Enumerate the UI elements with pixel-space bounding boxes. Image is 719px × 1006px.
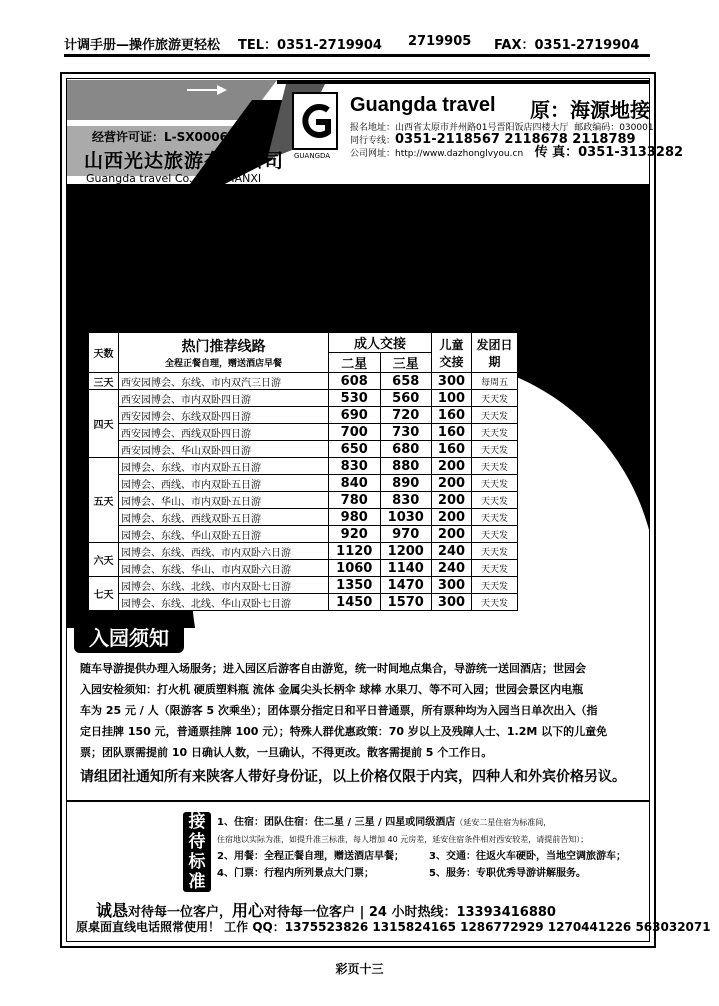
cell-two-star: 980 — [329, 509, 381, 526]
table-row — [89, 390, 518, 407]
license-number: 经营许可证：L-SX00061 — [92, 130, 237, 144]
notice-line: 随车导游提供办理入场服务；进入园区后游客自由游览，统一时间地点集合，导游统一送回酒店；世园会 — [80, 662, 586, 675]
table-row — [89, 475, 518, 492]
fax: FAX：0351-2719904 — [494, 38, 640, 53]
reception-r1-detail: 住宿地以实际为准，如提升准三标准，每人增加 40 元房差，延安住宿条件相对西安较差，请提前告知）； — [217, 835, 589, 844]
cell-depart: 天天发 — [472, 475, 518, 492]
slogan: 计调手册—操作旅游更轻松 — [64, 38, 221, 53]
cell-depart: 天天发 — [472, 577, 518, 594]
cell-route: 西安园博会、华山双卧四日游 — [119, 441, 329, 458]
cell-route: 园博会、东线、北线、华山双卧七日游 — [119, 594, 329, 611]
company-name-cn: 山西光达旅游有限公司 — [84, 150, 285, 172]
table-row — [89, 458, 518, 475]
desk-qq-line: 原桌面直线电话照常使用！ 工作 QQ：1375523826 1315824165 1286772929 1270441226 563032071 — [76, 920, 711, 934]
reception-r5: 5、服务：专职优秀导游讲解服务。 — [429, 868, 586, 879]
th-three-star: 三星 — [380, 353, 432, 373]
cell-two-star: 700 — [329, 424, 381, 441]
cell-child: 100 — [432, 390, 472, 407]
cell-three-star: 890 — [380, 475, 432, 492]
guangda-logo-icon — [292, 92, 338, 150]
tel2: 2719905 — [408, 34, 472, 49]
reception-r4: 4、门票：行程内所列景点大门票； — [217, 868, 374, 879]
notice-line: 票；团队票需提前 10 日确认人数，一旦确认，不得更改。散客需提前 5 个工作日。 — [80, 746, 493, 759]
cell-depart: 天天发 — [472, 543, 518, 560]
tel: TEL：0351-2719904 — [238, 38, 382, 53]
cell-route: 西安园博会、东线双卧四日游 — [119, 407, 329, 424]
cell-route: 园博会、东线、华山双卧五日游 — [119, 526, 329, 543]
cell-days: 六天 — [89, 543, 119, 577]
cell-child: 200 — [432, 526, 472, 543]
table-row — [89, 424, 518, 441]
th-route-sub: 全程正餐自理，赠送酒店早餐 — [164, 359, 282, 369]
table-row — [89, 407, 518, 424]
table-row — [89, 543, 518, 560]
cell-three-star: 658 — [380, 373, 432, 390]
cell-two-star: 530 — [329, 390, 381, 407]
cell-child: 240 — [432, 543, 472, 560]
cell-two-star: 608 — [329, 373, 381, 390]
cell-depart: 天天发 — [472, 492, 518, 509]
cell-two-star: 690 — [329, 407, 381, 424]
cell-three-star: 1030 — [380, 509, 432, 526]
table-row — [89, 594, 518, 611]
cell-two-star: 780 — [329, 492, 381, 509]
cell-two-star: 1120 — [329, 543, 381, 560]
cell-route: 园博会、华山、市内双卧五日游 — [119, 492, 329, 509]
company-fax: 传 真：0351-3133282 — [534, 145, 684, 160]
reception-label: 接待标准 — [183, 812, 211, 892]
notice-emphasis: 请组团社通知所有来陕客人带好身份证，以上价格仅限于内宾，四种人和外宾价格另议。 — [80, 769, 626, 785]
cell-days: 五天 — [89, 458, 119, 543]
cell-route: 园博会、西线、市内双卧五日游 — [119, 475, 329, 492]
cell-two-star: 830 — [329, 458, 381, 475]
cell-route: 西安园博会、市内双卧四日游 — [119, 390, 329, 407]
cell-depart: 天天发 — [472, 407, 518, 424]
cell-route: 西安园博会、东线、市内双汽三日游 — [119, 373, 329, 390]
cell-depart: 天天发 — [472, 424, 518, 441]
cell-three-star: 560 — [380, 390, 432, 407]
reception-r1: 1、住宿：团队住宿：住二星 / 三星 / 四星或同级酒店 — [217, 817, 456, 828]
brand-name-cn: 原：海源地接 — [530, 98, 650, 122]
phone-label: 同行专线： — [350, 136, 396, 146]
th-depart: 发团日期 — [472, 333, 518, 373]
cheng-word: 诚恳 — [96, 901, 129, 920]
cell-depart: 天天发 — [472, 458, 518, 475]
cell-three-star: 880 — [380, 458, 432, 475]
th-days: 天数 — [89, 333, 119, 373]
table-row — [89, 373, 518, 390]
top-bar — [64, 34, 650, 54]
cell-child: 160 — [432, 407, 472, 424]
page-footer: 彩页十三 — [335, 962, 384, 976]
cell-child: 300 — [432, 577, 472, 594]
reception-r1-note: （延安二星住宿为标准间， — [455, 818, 552, 827]
top-rule — [64, 54, 650, 57]
cell-child: 160 — [432, 424, 472, 441]
table-row — [89, 560, 518, 577]
company-contact-block — [350, 122, 683, 160]
cell-child: 300 — [432, 594, 472, 611]
website: 公司网址：http://www.dazhonglvyou.cn — [350, 149, 524, 159]
reception-standards — [217, 814, 647, 882]
cell-three-star: 720 — [380, 407, 432, 424]
cell-three-star: 730 — [380, 424, 432, 441]
cell-two-star: 1060 — [329, 560, 381, 577]
cell-child: 300 — [432, 373, 472, 390]
headline-line1: 西安园博会专线旅游散客开班啦！火热收客中！！！ — [156, 294, 456, 309]
cell-three-star: 970 — [380, 526, 432, 543]
th-route-title: 热门推荐线路 — [181, 339, 266, 355]
cell-days: 三天 — [89, 373, 119, 390]
table-row — [89, 509, 518, 526]
cell-child: 200 — [432, 492, 472, 509]
notice-line: 入园安检须知：打火机 硬质塑料瓶 流体 金属尖头长柄伞 球棒 水果刀、等不可入园；世园会景区内电瓶 — [80, 683, 584, 696]
table-row — [89, 526, 518, 543]
cell-two-star: 920 — [329, 526, 381, 543]
cell-depart: 天天发 — [472, 390, 518, 407]
cell-route: 园博会、东线、市内双卧五日游 — [119, 458, 329, 475]
th-adult: 成人交接 — [329, 333, 432, 353]
headline-slogan: 天人长安 创意自然 — [250, 257, 469, 286]
cell-three-star: 830 — [380, 492, 432, 509]
logo-caption: GUANGDA — [294, 152, 331, 160]
yongxin-word: 用心 — [232, 901, 265, 920]
company-name-en: Guangda travel Co.,LTD SHANXI — [86, 172, 262, 185]
brand-name: Guangda travel — [350, 94, 496, 116]
cell-depart: 天天发 — [472, 560, 518, 577]
cell-child: 200 — [432, 475, 472, 492]
cell-three-star: 1200 — [380, 543, 432, 560]
cell-two-star: 840 — [329, 475, 381, 492]
headline-line2: 确保往返火车票，特殊群体保证中下铺 — [156, 316, 378, 331]
th-two-star: 二星 — [329, 353, 381, 373]
reception-r2: 2、用餐：全程正餐自理，赠送酒店早餐； — [217, 851, 404, 862]
cell-route: 园博会、东线、西线、市内双卧六日游 — [119, 543, 329, 560]
cell-two-star: 650 — [329, 441, 381, 458]
notice-line: 车为 25 元 / 人（限游客 5 次乘坐）；团体票分指定日和平日普通票，所有票种均为入园当日单次出入（指 — [80, 704, 598, 717]
route-price-table — [88, 332, 518, 611]
cell-child: 160 — [432, 441, 472, 458]
phones: 0351-2118567 2118678 2118789 — [395, 132, 636, 147]
cell-depart: 天天发 — [472, 526, 518, 543]
table-row — [89, 492, 518, 509]
yongxin-text: 对待每一位客户 | 24 小时热线：13393416880 — [264, 905, 556, 920]
notice-title: 入园须知 — [74, 623, 184, 653]
table-row — [89, 577, 518, 594]
cell-child: 240 — [432, 560, 472, 577]
cell-three-star: 1140 — [380, 560, 432, 577]
cell-two-star: 1350 — [329, 577, 381, 594]
cell-child: 200 — [432, 458, 472, 475]
cell-route: 园博会、东线、华山、市内双卧六日游 — [119, 560, 329, 577]
cell-depart: 每周五 — [472, 373, 518, 390]
cell-child: 200 — [432, 509, 472, 526]
notice-line: 定日挂牌 150 元，普通票挂牌 100 元）；特殊人群优惠政策：70 岁以上及残障人士、1.2M 以下的儿童免 — [80, 725, 608, 738]
cell-depart: 天天发 — [472, 441, 518, 458]
cell-three-star: 1470 — [380, 577, 432, 594]
postcode: 邮政编码：030001 — [574, 123, 654, 133]
cell-depart: 天天发 — [472, 509, 518, 526]
cell-route: 西安园博会、西线双卧四日游 — [119, 424, 329, 441]
cell-route: 园博会、东线、西线双卧五日游 — [119, 509, 329, 526]
cell-three-star: 1570 — [380, 594, 432, 611]
th-route — [119, 333, 329, 373]
cell-days: 七天 — [89, 577, 119, 611]
route-rows — [89, 373, 518, 611]
notice-body — [80, 658, 640, 763]
section-divider — [66, 800, 650, 802]
cell-route: 园博会、东线、北线、市内双卧七日游 — [119, 577, 329, 594]
th-child: 儿童交接 — [432, 333, 472, 373]
reception-r3: 3、交通：往返火车硬卧，当地空调旅游车； — [429, 851, 626, 862]
cell-two-star: 1450 — [329, 594, 381, 611]
table-row — [89, 441, 518, 458]
headline-title: 2011 年西安世界园艺博览会 — [215, 226, 504, 252]
address: 报名地址：山西省太原市并州路01号晋阳饭店四楼大厅 — [350, 123, 569, 133]
cell-depart: 天天发 — [472, 594, 518, 611]
cell-three-star: 680 — [380, 441, 432, 458]
cell-days: 四天 — [89, 390, 119, 458]
cheng-text: 对待每一位客户， — [128, 905, 233, 920]
